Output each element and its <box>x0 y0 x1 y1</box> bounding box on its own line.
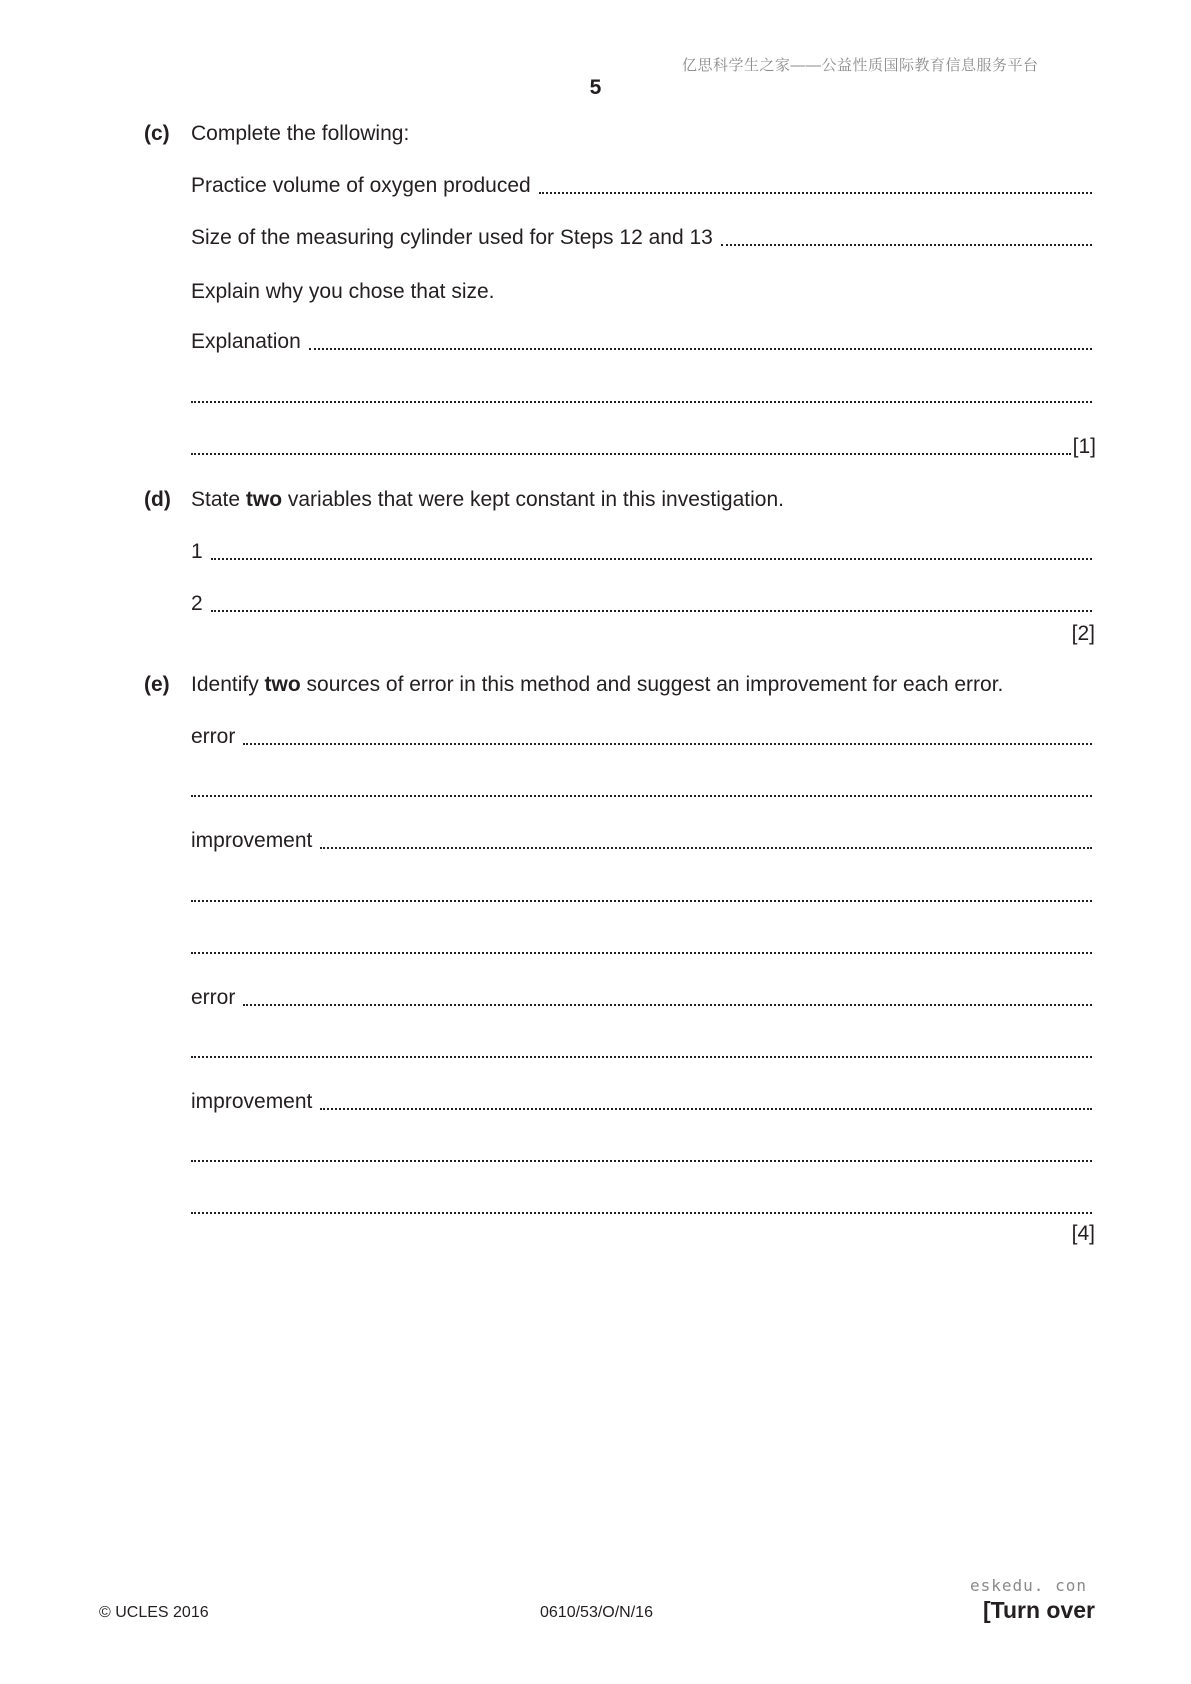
explanation-label: Explanation <box>191 330 309 354</box>
answer-dots <box>191 1160 1092 1162</box>
explanation-line-3[interactable] <box>191 433 1096 459</box>
part-d-label: (d) <box>144 488 171 511</box>
header-watermark: 亿思科学生之家——公益性质国际教育信息服务平台 <box>682 57 1039 74</box>
improvement-2-line[interactable] <box>191 1088 1092 1114</box>
error-2-label: error <box>191 986 243 1010</box>
answer-dots <box>243 1004 1092 1006</box>
error-1-line-2[interactable] <box>191 775 1092 801</box>
improvement-1-line-3[interactable] <box>191 932 1092 958</box>
improvement-2-line-3[interactable] <box>191 1192 1092 1218</box>
footer-copyright: © UCLES 2016 <box>99 1604 209 1621</box>
answer-dots <box>320 1108 1092 1110</box>
answer-dots <box>191 900 1092 902</box>
page-number: 5 <box>589 76 602 99</box>
part-c-prompt: Complete the following: <box>191 122 410 145</box>
answer-dots <box>191 453 1071 455</box>
answer-dots <box>191 952 1092 954</box>
answer-dots <box>243 743 1092 745</box>
cylinder-size-label: Size of the measuring cylinder used for Steps 12 and 13 <box>191 226 721 250</box>
part-d-prompt: State two variables that were kept constant in this investigation. <box>191 488 784 511</box>
answer-dots <box>211 558 1092 560</box>
improvement-2-label: improvement <box>191 1090 320 1114</box>
improvement-1-line[interactable] <box>191 827 1092 853</box>
part-d-mark: [2] <box>1071 622 1095 645</box>
answer-dots <box>211 610 1092 612</box>
footer-site-watermark: eskedu. con <box>970 1576 1087 1595</box>
turn-over-label: [Turn over <box>982 1597 1095 1623</box>
cylinder-size-line[interactable] <box>191 224 1092 250</box>
improvement-2-line-2[interactable] <box>191 1140 1092 1166</box>
answer-dots <box>309 348 1092 350</box>
variable-2-line[interactable] <box>191 590 1092 616</box>
answer-dots <box>191 1212 1092 1214</box>
answer-dots <box>191 795 1092 797</box>
error-1-label: error <box>191 725 243 749</box>
error-2-line-2[interactable] <box>191 1036 1092 1062</box>
part-e-label: (e) <box>144 673 170 696</box>
error-1-line[interactable] <box>191 723 1092 749</box>
variable-1-line[interactable] <box>191 538 1092 564</box>
answer-dots <box>191 1056 1092 1058</box>
part-e-prompt: Identify two sources of error in this method and suggest an improvement for each error. <box>191 673 1004 696</box>
practice-volume-line[interactable] <box>191 172 1092 198</box>
improvement-1-line-2[interactable] <box>191 880 1092 906</box>
explanation-line-2[interactable] <box>191 381 1092 407</box>
answer-dots <box>191 401 1092 403</box>
improvement-1-label: improvement <box>191 829 320 853</box>
explanation-line[interactable] <box>191 328 1092 354</box>
answer-dots <box>721 244 1092 246</box>
practice-volume-label: Practice volume of oxygen produced <box>191 174 539 198</box>
answer-dots <box>320 847 1092 849</box>
part-e-mark: [4] <box>1071 1222 1095 1245</box>
variable-1-number: 1 <box>191 540 211 564</box>
variable-2-number: 2 <box>191 592 211 616</box>
answer-dots <box>539 192 1092 194</box>
part-c-label: (c) <box>144 122 170 145</box>
footer-paper-code: 0610/53/O/N/16 <box>540 1604 653 1621</box>
part-c-mark: [1] <box>1072 435 1096 458</box>
explain-prompt: Explain why you chose that size. <box>191 280 495 303</box>
error-2-line[interactable] <box>191 984 1092 1010</box>
